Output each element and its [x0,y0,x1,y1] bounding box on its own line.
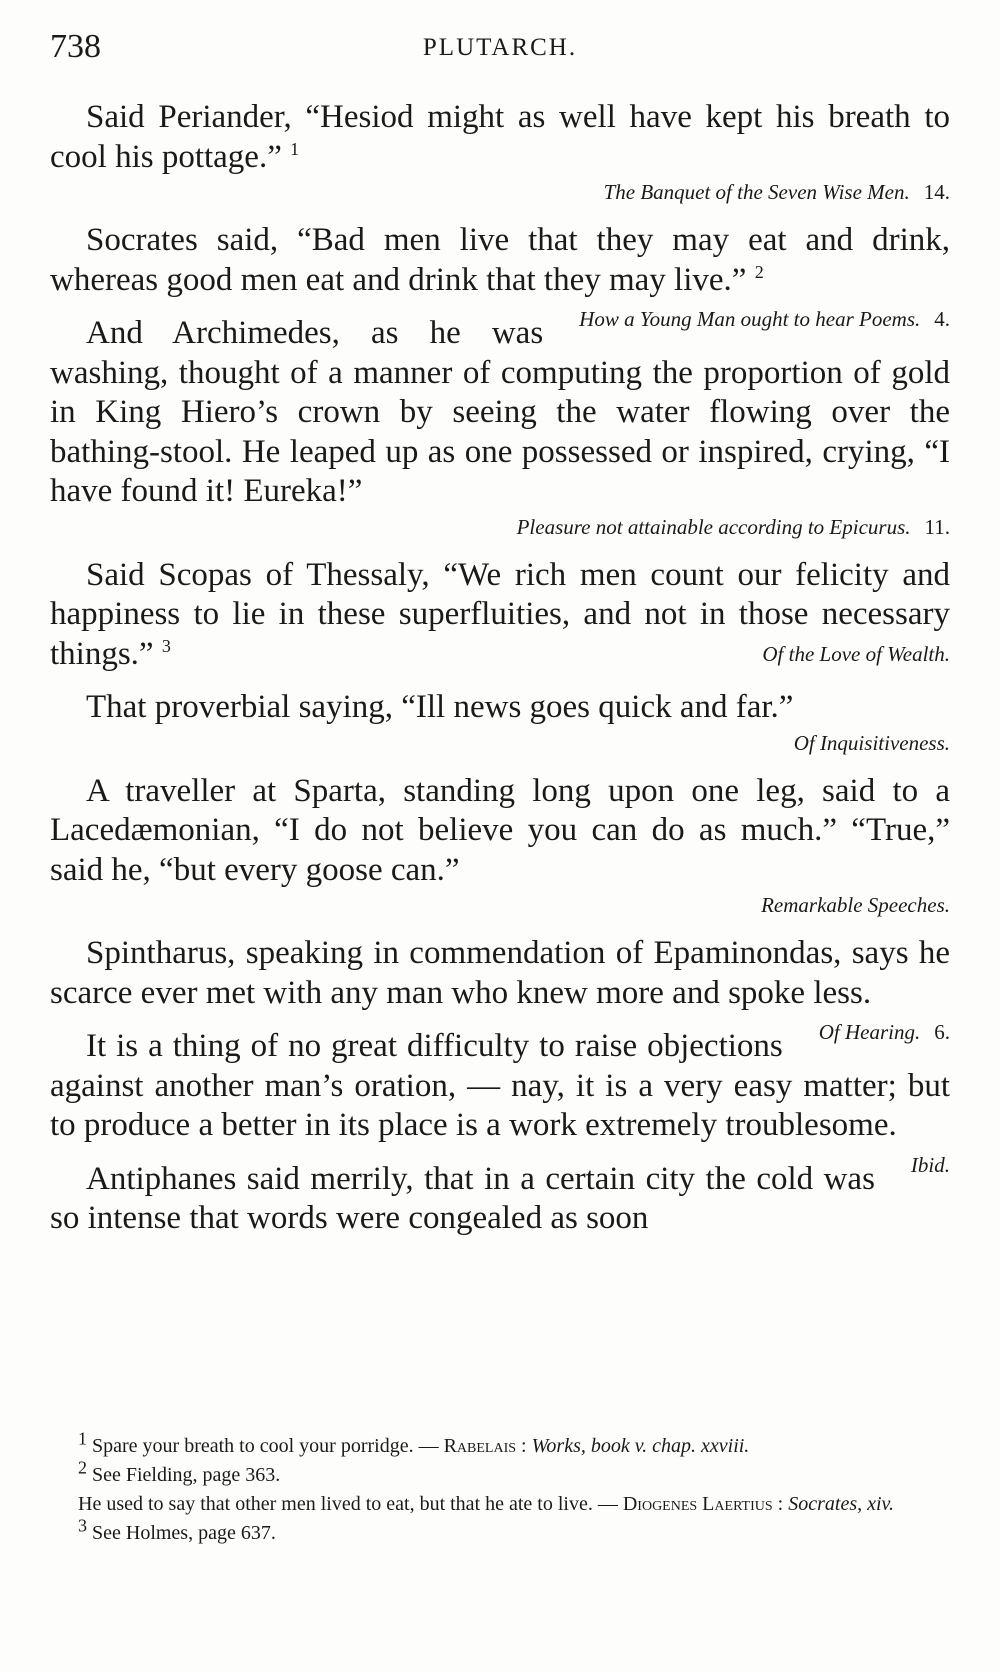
footnote-ref-3[interactable]: 3 [161,635,171,656]
quote-entry-proverb [50,688,950,758]
quote-entry-spintharus [50,934,950,1044]
quote-text: It is a thing of no great difficulty to raise objections against another man’s oration, — nay, it is a very easy matter; but to produce a better in its place is a work extremely troublesome. Ibid. [50,1027,950,1146]
quote-text: Said Periander, “Hesiod might as well have kept his breath to cool his pottage.” $^1$ [50,99,950,175]
source-citation: Remarkable Speeches. [761,893,950,917]
quote-text: That proverbial saying, “Ill news goes quick and far.” [86,689,794,725]
quote-text: And Archimedes, as he was washing, thought of a manner of computing the proportion of gold in King Hiero’s crown by seeing the water flowing over the bathing-stool. He leaped up as one possessed or inspired, crying, “I have found it! Eureka!” [50,315,950,509]
page-number: 738 [50,28,101,65]
footnotes [50,1428,950,1548]
footnote-1: $^1$ Spare your breath to cool your porridge. — Rabelais : Works, book v. chap. xxviii. [78,1428,750,1457]
quote-entry-socrates [50,221,950,331]
quote-entry-archimedes [50,314,950,542]
source-citation: Pleasure not attainable according to Epicurus. 11. [516,514,950,539]
footnote-2: $^2$ See Fielding, page 363. [78,1457,281,1486]
footnote-ref-2[interactable]: 2 [754,261,764,282]
footnote-3: $^3$ See Holmes, page 637. [78,1515,276,1544]
quote-entry-periander [50,98,950,207]
page-body [50,98,950,1253]
quote-text: Antiphanes said merrily, that in a certain city the cold was so intense that words were congealed as soon [50,1160,875,1236]
footnote-ref-1[interactable]: 1 [290,138,300,159]
footnote-2-continued: He used to say that other men lived to eat, but that he ate to live. — Diogenes Laertius : Socrates, xiv. [78,1493,894,1515]
quote-text: Spintharus, speaking in commendation of Epaminondas, says he scarce ever met with any man who knew more and spoke less. Of Hearing. 6. [50,934,950,1013]
source-citation: The Banquet of the Seven Wise Men. 14. [603,180,950,204]
quote-text: Socrates said, “Bad men live that they may eat and drink, whereas good men eat and drink that they may live.” $^2$ How a Young Man ought to hear Poems. 4. [50,221,950,300]
source-citation: Of the Love of Wealth. [762,641,950,666]
quote-text: Said Scopas of Thessaly, “We rich men count our felicity and happiness to lie in these superfluities, and not in those necessary things.” $^3$ Of the Love of Wealth. [50,556,950,675]
source-citation: Ibid. [910,1152,950,1177]
source-citation: Of Hearing. 6. [818,1020,950,1044]
running-title: PLUTARCH. [422,34,578,61]
source-citation: Of Inquisitiveness. [793,730,950,755]
quote-entry-antiphanes [50,1160,950,1239]
quote-entry-sparta [50,772,950,921]
quote-entry-scopas [50,556,950,675]
source-citation: How a Young Man ought to hear Poems. 4. [579,307,950,331]
quote-text: A traveller at Sparta, standing long upon one leg, said to a Lacedæmonian, “I do not believe you can do as much.” “True,” said he, “but every goose can.” [50,772,950,888]
page-header [50,28,950,68]
